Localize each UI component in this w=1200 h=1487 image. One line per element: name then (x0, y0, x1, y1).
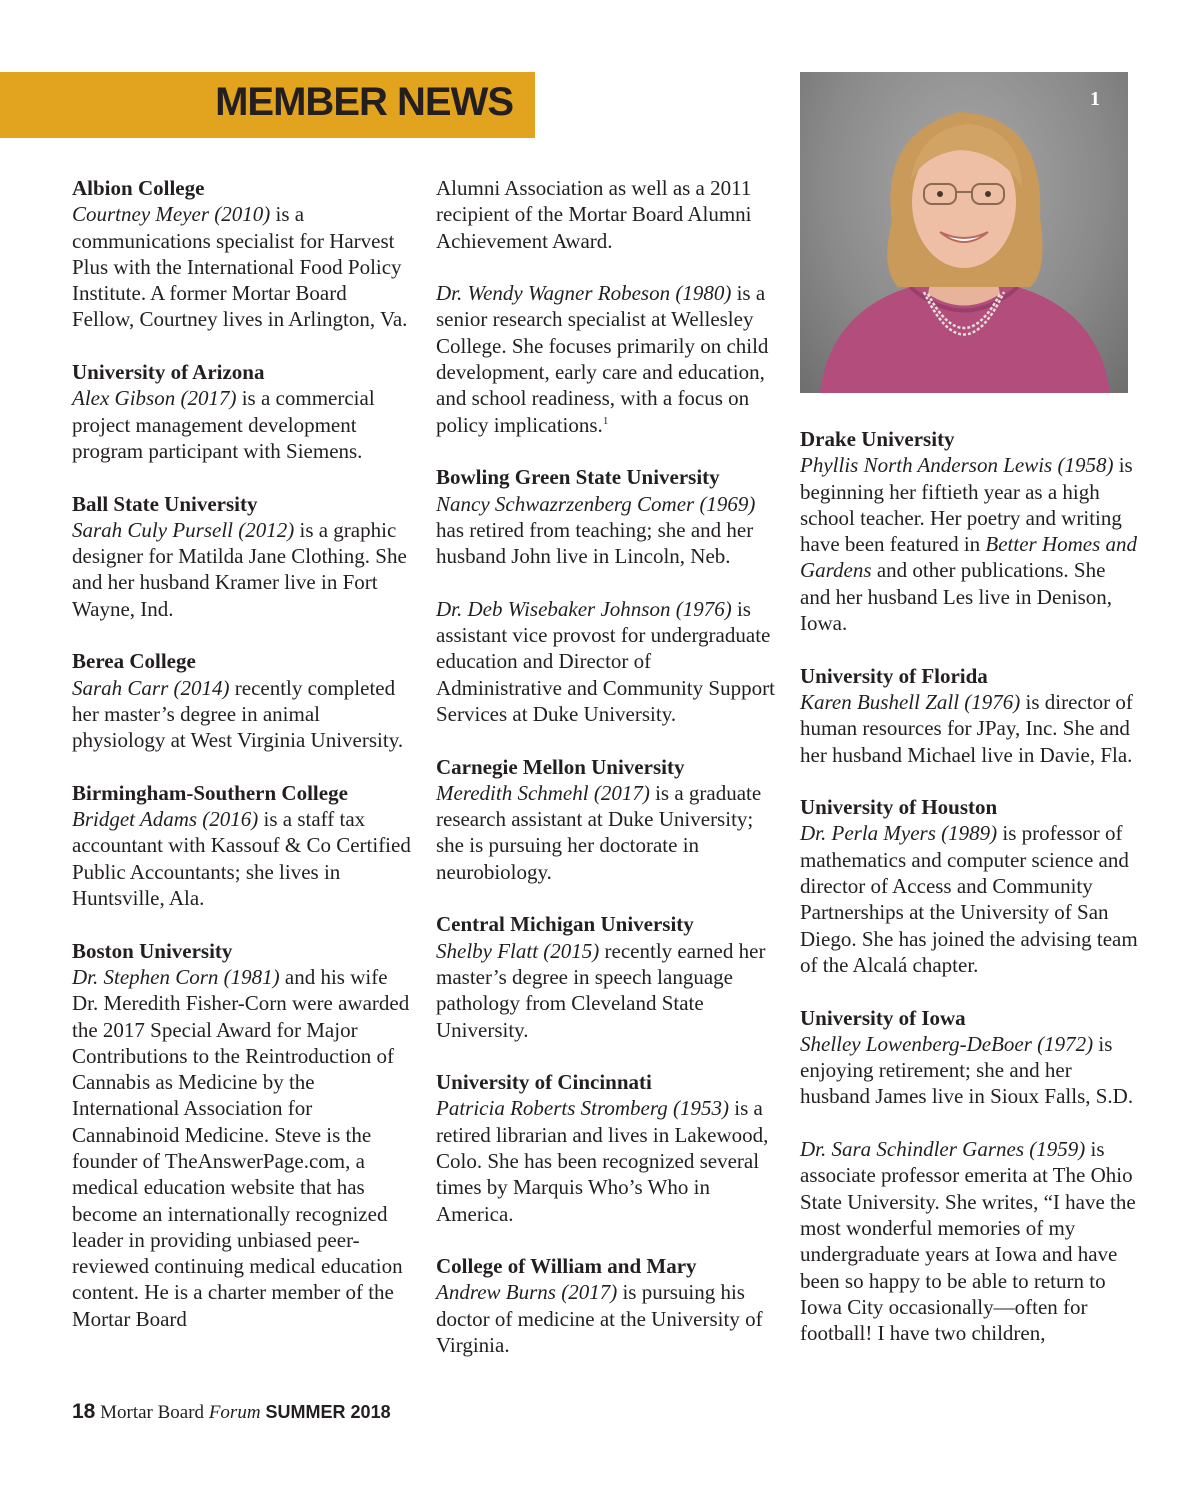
member-name: Sarah Carr (2014) (72, 675, 230, 700)
school-heading: Birmingham-Southern College (72, 780, 348, 805)
column-3 (800, 426, 1140, 1373)
news-item (436, 754, 776, 885)
section-banner (0, 72, 535, 138)
news-item (72, 175, 412, 333)
section-title: MEMBER NEWS (215, 80, 513, 124)
publication-name: Mortar Board (95, 1402, 209, 1423)
member-name: Phyllis North Anderson Lewis (1958) (800, 453, 1114, 478)
news-text: is a senior research specialist at Wellesley College. She focuses primarily on child development, early care and education, and school readiness, with a focus on policy implications. (436, 281, 769, 437)
member-name: Dr. Perla Myers (1989) (800, 821, 998, 846)
member-name: Karen Bushell Zall (1976) (800, 689, 1021, 714)
news-item (800, 663, 1140, 768)
school-heading: University of Houston (800, 795, 998, 820)
member-photo (800, 72, 1128, 393)
news-item (436, 596, 776, 727)
school-heading: Albion College (72, 176, 205, 200)
news-item (72, 359, 412, 464)
footnote-marker: 1 (602, 414, 609, 427)
column-2 (436, 175, 776, 1385)
publication-name-italic: Forum (208, 1402, 261, 1423)
member-name: Dr. Sara Schindler Garnes (1959) (800, 1137, 1086, 1162)
issue-label: SUMMER 2018 (260, 1402, 391, 1422)
member-name: Nancy Schwazrzenberg Comer (1969) (436, 491, 756, 516)
member-name: Bridget Adams (2016) (72, 807, 259, 832)
member-name: Patricia Roberts Stromberg (1953) (436, 1096, 729, 1121)
school-heading: University of Cincinnati (436, 1070, 652, 1095)
news-item (72, 491, 412, 622)
school-heading: University of Iowa (800, 1005, 966, 1030)
news-text: and his wife Dr. Meredith Fisher-Corn were awarded the 2017 Special Award for Major Contributions to the Reintroduction of Cannabis as Medicine by the International Association for Cannabinoid Medicine. Steve is the founder of TheAnswerPage.com, a medical education website that has become an internationally recognized leader in providing unbiased peer-reviewed continuing medical education content. He is a charter member of the Mortar Board (72, 964, 410, 1331)
news-text: is assistant vice provost for undergraduate education and Director of Administrative and Community Support Services at Duke University. (436, 596, 775, 726)
column-1 (72, 175, 412, 1358)
member-name: Dr. Stephen Corn (1981) (72, 964, 280, 989)
school-heading: Drake University (800, 427, 955, 451)
news-text: is a commercial project management development program participant with Siemens. (72, 386, 375, 463)
news-text: has retired from teaching; she and her husband John live in Lincoln, Neb. (436, 517, 754, 569)
news-text: recently earned her master’s degree in speech language pathology from Cleveland State University. (436, 938, 766, 1042)
news-item (800, 1136, 1140, 1346)
publication-title: Better Homes and Gardens (800, 532, 1138, 583)
news-continuation: Alumni Association as well as a 2011 recipient of the Mortar Board Alumni Achievement Award. (436, 176, 752, 253)
news-item (436, 280, 776, 438)
news-text: is a graphic designer for Matilda Jane Clothing. She and her husband Kramer live in Fort Wayne, Ind. (72, 517, 407, 621)
news-item (436, 1069, 776, 1227)
news-text: is a retired librarian and lives in Lakewood, Colo. She has been recognized several times by Marquis Who’s Who in America. (436, 1096, 769, 1226)
portrait-image (800, 72, 1128, 393)
page-number: 18 (72, 1400, 96, 1423)
news-text: recently completed her master’s degree in animal physiology at West Virginia University. (72, 675, 404, 753)
news-text: is beginning her fiftieth year as a high school teacher. Her poetry and writing have been featured in (800, 453, 1133, 557)
news-item (436, 911, 776, 1042)
page-footer (72, 1400, 391, 1424)
news-text: is director of human resources for JPay, Inc. She and her husband Michael live in Davie, Fla. (800, 689, 1133, 767)
school-heading: Bowling Green State University (436, 465, 720, 490)
news-item (800, 794, 1140, 978)
photo-number: 1 (1090, 88, 1100, 110)
school-heading: Ball State University (72, 491, 258, 516)
member-name: Andrew Burns (2017) (436, 1280, 618, 1305)
member-name: Shelby Flatt (2015) (436, 938, 600, 963)
news-text: and other publications. She and her husband Les live in Denison, Iowa. (800, 558, 1113, 636)
news-text: is professor of mathematics and computer science and director of Access and Community Partnerships at the University of San Diego. She has joined the advising team of the Alcalá chapter. (800, 821, 1138, 977)
news-text: is pursuing his doctor of medicine at the University of Virginia. (436, 1280, 763, 1358)
news-text: is enjoying retirement; she and her husband James live in Sioux Falls, S.D. (800, 1031, 1134, 1109)
news-text: is associate professor emerita at The Ohio State University. She writes, “I have the most wonderful memories of my undergraduate years at Iowa and have been so happy to be able to return to Iowa City occasionally—often for football! I have two children, (800, 1137, 1136, 1346)
school-heading: University of Florida (800, 663, 988, 688)
member-name: Shelley Lowenberg-DeBoer (1972) (800, 1031, 1094, 1056)
member-name: Courtney Meyer (2010) (72, 202, 271, 227)
member-name: Meredith Schmehl (2017) (436, 780, 650, 805)
news-item (72, 780, 412, 911)
member-name: Alex Gibson (2017) (72, 386, 237, 411)
news-item (72, 648, 412, 753)
school-heading: Central Michigan University (436, 912, 694, 937)
news-text: is a communications specialist for Harvest Plus with the International Food Policy Institute. A former Mortar Board Fellow, Courtney lives in Arlington, Va. (72, 202, 408, 332)
news-text: is a graduate research assistant at Duke University; she is pursuing her doctorate in neurobiology. (436, 780, 762, 884)
school-heading: Boston University (72, 938, 233, 963)
news-item (800, 1005, 1140, 1110)
member-name: Sarah Culy Pursell (2012) (72, 517, 295, 542)
school-heading: College of William and Mary (436, 1254, 697, 1279)
news-text: is a staff tax accountant with Kassouf & Co Certified Public Accountants; she lives in Huntsville, Ala. (72, 807, 411, 911)
school-heading: Berea College (72, 649, 196, 674)
news-item (436, 1253, 776, 1358)
school-heading: Carnegie Mellon University (436, 754, 685, 779)
member-name: Dr. Wendy Wagner Robeson (1980) (436, 281, 732, 306)
news-item (436, 464, 776, 569)
news-item (800, 426, 1140, 636)
school-heading: University of Arizona (72, 360, 265, 385)
news-item (72, 938, 412, 1332)
member-name: Dr. Deb Wisebaker Johnson (1976) (436, 596, 732, 621)
